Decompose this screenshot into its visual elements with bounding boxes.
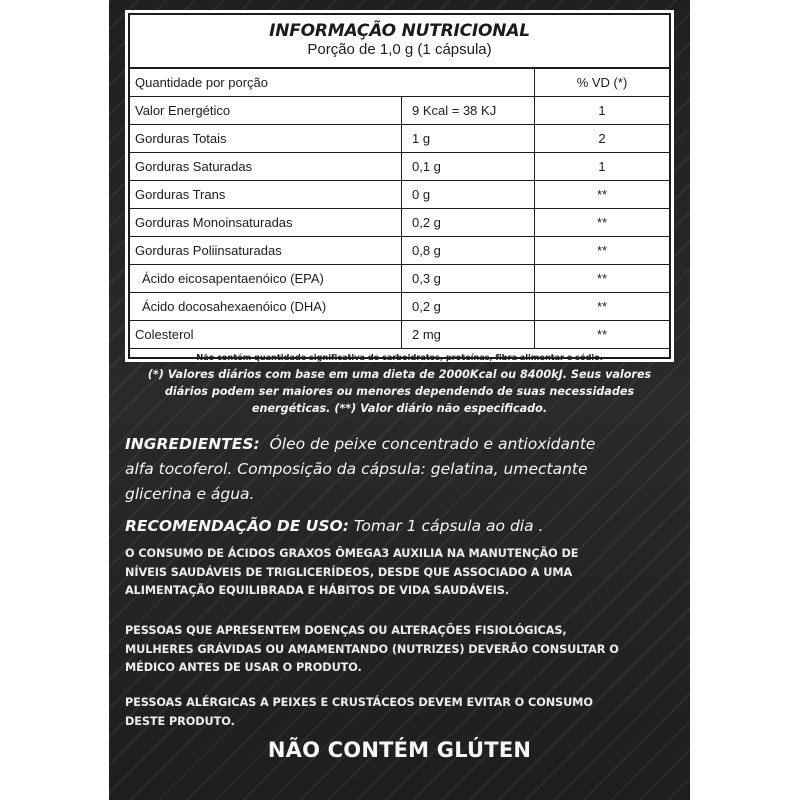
medical-warning xyxy=(125,622,681,678)
table-row xyxy=(130,209,669,237)
claim-line: O CONSUMO DE ÁCIDOS GRAXOS ÔMEGA3 AUXILIA NA MANUTENÇÃO DE xyxy=(125,547,579,560)
claim-line: MULHERES GRÁVIDAS OU AMAMENTANDO (NUTRIZES) DEVERÃO CONSULTAR O xyxy=(125,642,619,656)
ingredients-text: Óleo de peixe concentrado e antioxidante xyxy=(269,435,596,453)
usage-text: Tomar 1 cápsula ao dia . xyxy=(353,517,544,535)
omega3-claim xyxy=(125,545,681,601)
gluten-free-statement: NÃO CONTÉM GLÚTEN xyxy=(267,738,532,762)
table-footnote: Não contém quantidade significativa de carboidratos, proteínas, fibra alimentar e sódio. xyxy=(196,352,603,362)
nutrient-name: Gorduras Poliinsaturadas xyxy=(130,237,402,264)
claim-line: MÉDICO ANTES DE USAR O PRODUTO. xyxy=(125,661,362,674)
nutrient-amount: 0,1 g xyxy=(402,153,535,180)
notes-line: (*) Valores diários com base em uma dieta de 2000Kcal ou 8400kJ. Seus valores xyxy=(147,368,652,381)
claim-line: DESTE PRODUTO. xyxy=(125,714,235,728)
table-row xyxy=(130,181,669,209)
nutrient-vd: ** xyxy=(596,271,608,286)
nutrient-amount: 0,2 g xyxy=(402,293,535,320)
nutrient-amount: 9 Kcal = 38 KJ xyxy=(402,97,535,124)
nutrient-vd: ** xyxy=(596,299,608,314)
claim-line: PESSOAS QUE APRESENTEM DOENÇAS OU ALTERAÇÕES FISIOLÓGICAS, xyxy=(125,624,567,637)
nutrient-vd: 1 xyxy=(598,103,606,118)
nutrient-name: Ácido eicosapentaenóico (EPA) xyxy=(130,265,402,292)
table-row xyxy=(130,153,669,181)
table-row xyxy=(130,293,669,321)
nutrient-amount: 0,3 g xyxy=(402,265,535,292)
label-panel xyxy=(109,0,690,800)
ingredients-text: alfa tocoferol. Composição da cápsula: gelatina, umectante xyxy=(125,460,588,478)
nutrient-amount: 0 g xyxy=(402,181,535,208)
daily-values-notes xyxy=(125,366,674,417)
serving-size: Porção de 1,0 g (1 cápsula) xyxy=(307,41,492,58)
nutrient-vd: ** xyxy=(596,215,608,230)
nutrient-name: Gorduras Saturadas xyxy=(130,153,402,180)
ingredients-text: glicerina e água. xyxy=(125,485,255,503)
nutrient-vd: 1 xyxy=(598,159,606,174)
ingredients-section xyxy=(125,432,685,507)
nutrition-table-header xyxy=(130,15,669,69)
nutrient-name: Gorduras Totais xyxy=(130,125,402,152)
notes-line: diários podem ser maiores ou menores dependendo de suas necessidades xyxy=(164,385,635,398)
nutrient-amount: 0,8 g xyxy=(402,237,535,264)
usage-label: RECOMENDAÇÃO DE USO: xyxy=(125,517,349,535)
table-row xyxy=(130,97,669,125)
nutrient-amount: 2 mg xyxy=(402,321,535,348)
ingredients-label: INGREDIENTES: xyxy=(125,435,260,453)
nutrient-vd: ** xyxy=(596,327,608,342)
table-row xyxy=(130,125,669,153)
vd-header: % VD (*) xyxy=(576,75,628,90)
claim-line: ALIMENTAÇÃO EQUILIBRADA E HÁBITOS DE VIDA SAUDÁVEIS. xyxy=(125,584,509,597)
nutrient-vd: 2 xyxy=(598,131,606,146)
quantity-header: Quantidade por porção xyxy=(130,69,535,96)
claim-line: PESSOAS ALÉRGICAS A PEIXES E CRUSTÁCEOS DEVEM EVITAR O CONSUMO xyxy=(125,696,593,709)
nutrient-amount: 1 g xyxy=(402,125,535,152)
nutrient-vd: ** xyxy=(596,243,608,258)
table-row xyxy=(130,321,669,349)
table-row xyxy=(130,237,669,265)
nutrient-name: Colesterol xyxy=(130,321,402,348)
nutrient-name: Ácido docosahexaenóico (DHA) xyxy=(130,293,402,320)
claim-line: NÍVEIS SAUDÁVEIS DE TRIGLICERÍDEOS, DESDE QUE ASSOCIADO A UMA xyxy=(125,565,573,579)
nutrient-amount: 0,2 g xyxy=(402,209,535,236)
allergy-warning xyxy=(125,694,681,731)
nutrition-table-title: INFORMAÇÃO NUTRICIONAL xyxy=(269,21,530,41)
usage-section xyxy=(125,515,685,537)
nutrient-name: Gorduras Monoinsaturadas xyxy=(130,209,402,236)
nutrient-name: Gorduras Trans xyxy=(130,181,402,208)
nutrient-name: Valor Energético xyxy=(130,97,402,124)
nutrient-vd: ** xyxy=(596,187,608,202)
table-header-row xyxy=(130,69,669,97)
table-row xyxy=(130,265,669,293)
notes-line: energéticas. (**) Valor diário não especificado. xyxy=(251,402,548,415)
nutrition-table xyxy=(125,10,674,362)
